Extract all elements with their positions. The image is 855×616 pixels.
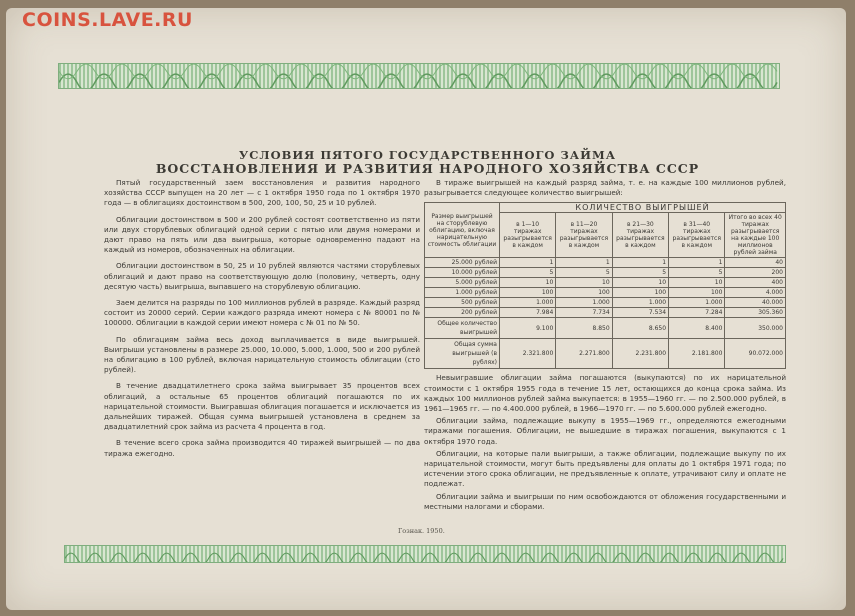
table-cell: 2.321.800 [500,339,556,369]
draws-31-40-header: в 31—40 тиражах разыгрывается в каждом [669,213,725,258]
table-cell: 5 [500,268,556,278]
table-cell: 40 [725,258,786,268]
table-cell: 10 [500,278,556,288]
ornament-band-bottom [64,545,786,563]
table-cell: 305.360 [725,308,786,318]
table-cell: 2.181.800 [669,339,725,369]
table-cell: 2.231.800 [612,339,668,369]
table-cell: 7.984 [500,308,556,318]
total-count-label: Общее количество выигрышей [425,318,500,339]
table-cell: 400 [725,278,786,288]
prize-label: 500 рублей [425,298,500,308]
table-cell: 100 [500,288,556,298]
table-cell: 5 [612,268,668,278]
table-cell: 1 [500,258,556,268]
loan-title: ВОССТАНОВЛЕНИЯ И РАЗВИТИЯ НАРОДНОГО ХОЗЯЙСТВА СССР [155,161,700,176]
table-cell: 1.000 [556,298,612,308]
left-paragraph: По облигациям займа весь доход выплачивается в виде выигрышей. Выигрыши установлены в размере 25.000, 10.000, 5.000, 1.000, 500 и 200 рублей на облигацию в 100 рублей, включая нарицательную стоимость облигации (сто рублей). [104,334,420,375]
table-cell: 10 [556,278,612,288]
table-cell: 350.000 [725,318,786,339]
table-cell: 9.100 [500,318,556,339]
left-paragraph: Пятый государственный заем восстановления и развития народного хозяйства СССР выпущен на 20 лет — с 1 октября 1950 года по 1 октября 1970 года — в облигациях достоинством в 500, 200, 100, 50, 25 и 10 рублей. [104,178,420,208]
prize-size-header: Размер выигрышей на сторублевую облигацию, включая нарицательную стоимость облигации [425,203,500,258]
table-cell: 7.284 [669,308,725,318]
table-cell: 1 [556,258,612,268]
table-cell: 2.271.800 [556,339,612,369]
left-paragraph: Облигации достоинством в 50, 25 и 10 рублей являются частями сторублевых облигаций и дают право на соответствующую долю (половину, четверть, одну десятую часть) выигрыша, выпавшего на сторублевую облигацию. [104,261,420,291]
table-cell: 100 [612,288,668,298]
left-paragraph: Облигации достоинством в 500 и 200 рублей состоят соответственно из пяти или двух сторублевых облигаций одной серии с пятью или двумя номерами и дают право на пять или два выигрыша, которые одновременно падают на каждый из номеров, обозначенных на облигации. [104,214,420,255]
table-cell: 1 [669,258,725,268]
conditions-title: УСЛОВИЯ ПЯТОГО ГОСУДАРСТВЕННОГО ЗАЙМА [238,148,617,162]
table-cell: 5 [669,268,725,278]
right-paragraph: Невыигравшие облигации займа погашаются (выкупаются) по их нарицательной стоимости с 1 октября 1955 года в течение 15 лет, остающихся до конца срока займа. Из каждых 100 миллионов рублей займа выкупается: в 1955—1960 гг. — по 2.500.000 рублей, в 1961—1965 гг. — по 4.400.000 рублей, в 1966—1970 гг. — по 5.600.000 рублей ежегодно. [424,373,786,414]
right-paragraph: Облигации займа, подлежащие выкупу в 1955—1969 гг., определяются ежегодными тиражами погашения. Облигации, не вышедшие в тиражах погашения, выкупаются с 1 октября 1970 года. [424,416,786,446]
table-row [425,268,786,278]
table-cell: 8.850 [556,318,612,339]
table-cell: 4.000 [725,288,786,298]
printer-imprint: Гознак. 1950. [398,527,445,535]
draws-1-10-header: в 1—10 тиражах разыгрывается в каждом [500,213,556,258]
prize-label: 5.000 рублей [425,278,500,288]
ornament-pattern-top [59,64,779,88]
prize-label: 25.000 рублей [425,258,500,268]
left-paragraph: В течение двадцатилетнего срока займа выигрывает 35 процентов всех облигаций, а остальные 65 процентов облигаций погашаются по их нарицательной стоимости. Выигравшая облигация погашается и исключается из дальнейших тиражей. Общая сумма выигрышей установлена в среднем за двадцатилетний срок займа из расчета 4 процента в год. [104,381,420,432]
table-cell: 1.000 [500,298,556,308]
table-row [425,308,786,318]
draws-21-30-header: в 21—30 тиражах разыгрывается в каждом [612,213,668,258]
total-count-row [425,318,786,339]
table-cell: 40.000 [725,298,786,308]
table-row [425,298,786,308]
prize-label: 1.000 рублей [425,288,500,298]
total-sum-row [425,339,786,369]
winnings-table [424,202,786,369]
table-row [425,288,786,298]
table-row [425,278,786,288]
table-row [425,258,786,268]
prize-label: 200 рублей [425,308,500,318]
ornament-band-top [58,63,780,89]
winnings-count-header: КОЛИЧЕСТВО ВЫИГРЫШЕЙ [500,203,786,213]
table-cell: 100 [669,288,725,298]
ornament-pattern-bottom [65,546,785,562]
draws-11-20-header: в 11—20 тиражах разыгрывается в каждом [556,213,612,258]
left-paragraph: Заем делится на разряды по 100 миллионов рублей в разряде. Каждый разряд состоит из 20000 серий. Серии каждого разряда имеют номера с № 80001 по № 100000. Облигации в каждой серии имеют номера с № 01 по № 50. [104,298,420,328]
table-cell: 100 [556,288,612,298]
table-intro: В тираже выигрышей на каждый разряд займа, т. е. на каждые 100 миллионов рублей, разыгрывается следующее количество выигрышей: [424,178,786,198]
table-cell: 90.072.000 [725,339,786,369]
table-cell: 5 [556,268,612,278]
total-header: Итого во всех 40 тиражах разыгрывается на каждые 100 миллионов рублей займа [725,213,786,258]
left-column [104,178,420,465]
table-cell: 1.000 [669,298,725,308]
table-cell: 1.000 [612,298,668,308]
left-paragraph: В течение всего срока займа производится 40 тиражей выигрышей — по два тиража ежегодно. [104,438,420,458]
table-cell: 200 [725,268,786,278]
table-cell: 7.534 [612,308,668,318]
total-sum-label: Общая сумма выигрышей (в рублях) [425,339,500,369]
table-cell: 10 [612,278,668,288]
table-cell: 10 [669,278,725,288]
right-column [424,178,786,514]
table-cell: 1 [612,258,668,268]
right-paragraph: Облигации займа и выигрыши по ним освобождаются от обложения государственными и местными налогами и сборами. [424,491,786,511]
table-cell: 8.400 [669,318,725,339]
table-cell: 7.734 [556,308,612,318]
right-paragraph: Облигации, на которые пали выигрыши, а также облигации, подлежащие выкупу по их нарицательной стоимости, могут быть предъявлены для оплаты до 1 октября 1971 года; по истечении этого срока облигации, не предъявленные к оплате, утрачивают силу и оплате не подлежат. [424,448,786,489]
prize-label: 10.000 рублей [425,268,500,278]
table-cell: 8.650 [612,318,668,339]
site-watermark: COINS.LAVE.RU [22,9,193,31]
